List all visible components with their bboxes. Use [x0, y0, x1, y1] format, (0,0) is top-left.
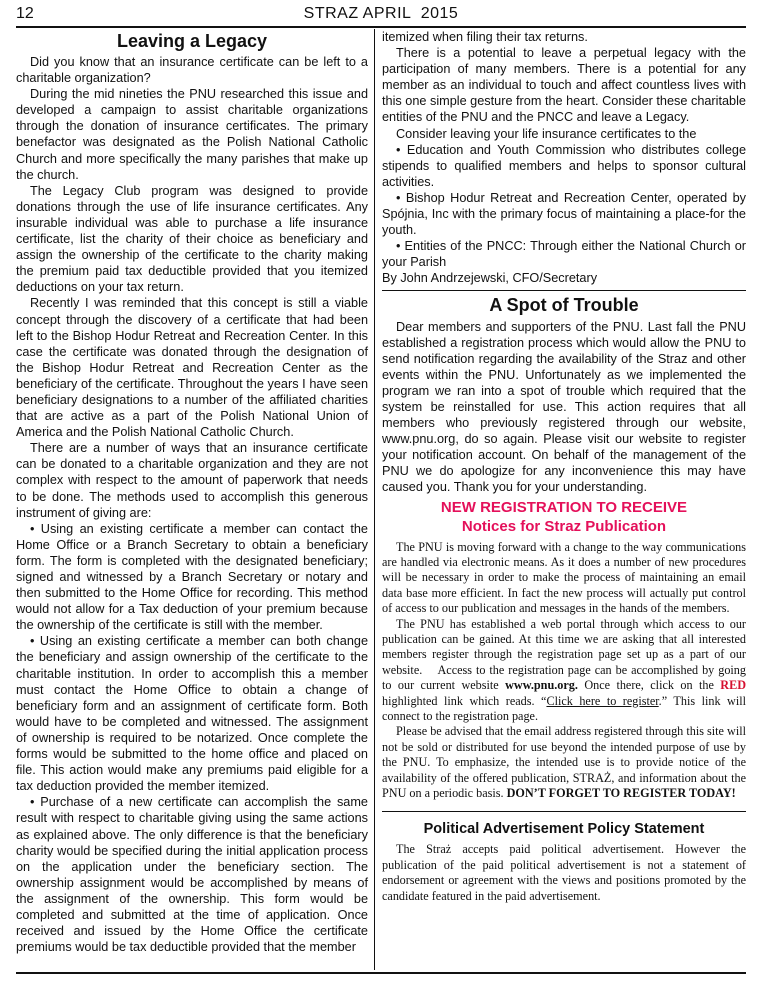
section-divider — [382, 811, 746, 812]
page-number: 12 — [16, 5, 34, 22]
legacy-paragraph: The Legacy Club program was designed to provide donations through the use of life insurance certificates. Any insurable individual was able to purchase a life insurance certificate, list the charity of their choice as beneficiary and assign the ownership of the certificate to the charity making the premium paid tax deductible provided that you itemized deductions on your tax return. — [16, 183, 368, 295]
registration-text: highlighted link which reads. “ — [382, 678, 750, 708]
registration-paragraph — [382, 616, 750, 725]
legacy-bullet: • Purchase of a new certificate can accomplish the same result with respect to charitable giving using the same actions as explained above. The only difference is that the beneficiary charity would be specified during the initial application process on the application under the beneficiary section. The ownership assignment would be accomplished by means of the assignment of the ownership. This form would be completed and submitted at the time of application. Once received and issued by the Home Office the certificate premiums would be tax deductible provided that the member — [16, 795, 368, 955]
legacy-bullet: • Bishop Hodur Retreat and Recreation Center, operated by Spójnia, Inc with the primary focus of maintaining a place-for the youth. — [382, 190, 746, 238]
section-divider — [382, 290, 746, 291]
column-divider — [374, 29, 375, 970]
registration-text: The PNU has established a web portal through which access to our publication can be gained. At this time we are asking that all interested members register through the registration page set up as a part of our website. Access to the registration page can be accomplished by going to our current website — [382, 616, 750, 693]
registration-text: Once there, click on the — [577, 678, 721, 693]
website-link[interactable]: www.pnu.org. — [505, 678, 578, 693]
legacy-byline: By John Andrzejewski, CFO/Secretary — [382, 271, 598, 286]
register-callout: DON’T FORGET TO REGISTER TODAY! — [506, 786, 736, 801]
registration-heading-line2: Notices for Straz Publication — [461, 517, 667, 535]
footer-rule — [16, 972, 746, 974]
newsletter-page — [16, 5, 750, 980]
red-highlight-text: RED — [720, 678, 746, 693]
legacy-continued-paragraph: There is a potential to leave a perpetual legacy with the participation of many members. There is a potential for any member as an individual to touch and affect countless lives with this one simple gesture from the heart. Consider these charitable entities of the PNU and the PNCC and leave a Legacy. — [382, 46, 746, 125]
legacy-paragraph: Did you know that an insurance certificate can be left to a charitable organization? — [16, 55, 368, 86]
left-column — [16, 29, 368, 955]
registration-text: .” This link will connect to the registration page. — [382, 693, 746, 723]
legacy-title: Leaving a Legacy — [116, 31, 268, 51]
registration-heading-line1: NEW REGISTRATION TO RECEIVE — [440, 498, 688, 516]
legacy-bullet: • Using an existing certificate a member can both change the beneficiary and assign ownership of the certificate to the charitable institution. In order to accomplish this a member must contact the Home Office to obtain a change of beneficiary form and an assignment of certificate form. Both would have to be completed and witnessed. The assignment of ownership is required to be notarized. Once complete the forms would be submitted to the home office and placed on file. This action would make any premiums paid eligible for a tax deduction provided the member itemized. — [16, 634, 368, 794]
running-header — [16, 5, 746, 25]
header-rule — [16, 26, 746, 28]
legacy-bullet: • Using an existing certificate a member can contact the Home Office or a Branch Secretary to obtain a beneficiary form. The form is completed with the designated beneficiary; signed and witnessed by a Branch Secretary or notary and then submitted to the Home Office for recording. This method would not allow for a Tax deduction of your premium because the ownership of the certificate is still with the member. — [16, 521, 368, 633]
registration-text: Please be advised that the email address registered through this site will not be sold or distributed for use beyond the intended purpose of use by the PNU. To emphasize, the intended use is to provide notice of the availability of the offered publication, STRAŻ, and information about the PNU on a periodic basis. — [382, 724, 750, 801]
registration-paragraph — [382, 724, 750, 801]
legacy-continued-paragraph: itemized when filing their tax returns. — [382, 30, 588, 44]
trouble-title: A Spot of Trouble — [489, 294, 639, 315]
click-here-to-register-link[interactable]: Click here to register — [546, 693, 659, 708]
legacy-paragraph: Recently I was reminded that this concept is still a viable concept through the discovery of a certificate that had been left to the Bishop Hodur Retreat and Recreation Center. In this case the certificate was donated through the designation of the Bishop Hodur Retreat and Recreation Center as the beneficiary of the certificate. Throughout the years I have seen beneficiary designations to a number of the affiliated charities that are active as a part of the Polish National Union of America and the Polish National Catholic Church. — [16, 296, 368, 440]
legacy-paragraph: During the mid nineties the PNU researched this issue and developed a campaign to assist charitable organizations through the donation of insurance certificates. The primary benefactor was designated as the Polish National Catholic Church and more specifically the many parishes that make up the church. — [16, 87, 368, 182]
legacy-continued-paragraph: Consider leaving your life insurance certificates to the — [396, 126, 697, 141]
legacy-bullet: • Education and Youth Commission who distributes college stipends to qualified members and helps to sponsor cultural activities. — [382, 142, 746, 189]
legacy-paragraph: There are a number of ways that an insurance certificate can be donated to a charitable organization and they are not complex with respect to the amount of paperwork that needs to be done. The methods used to accomplish this generous instrument of giving are: — [16, 441, 368, 520]
trouble-body: Dear members and supporters of the PNU. Last fall the PNU established a registration process which would allow the PNU to send notification regarding the availability of the Straz and other events within the PNU. Unfortunately as we implemented the program we ran into a spot of trouble which required that the system be reinstalled for use. This action requires that all members who previously registered through our website, www.pnu.org, do so again. Please visit our website to register your notification account. On behalf of the management of the PNU we do apologize for any inconvenience this may have caused you. Thank you for your understanding. — [382, 319, 746, 495]
registration-paragraph: The PNU is moving forward with a change to the way communications are handled via electronic means. As it does a number of new procedures will be necessary in order to make the process of maintaining an email data base more efficient. In fact the new process will actually put control of access to our publication and messages in the hands of the members. — [382, 539, 746, 616]
policy-title: Political Advertisement Policy Statement — [423, 821, 705, 838]
right-column — [382, 29, 750, 904]
policy-body: The Straż accepts paid political advertisement. However the publication of the paid political advertisement is not a statement of endorsement or agreement with the views and positions promoted by the candidate featured in the paid advertisement. — [382, 842, 746, 903]
legacy-bullet: • Entities of the PNCC: Through either the National Church or your Parish — [382, 239, 746, 270]
masthead-title: STRAZ APRIL 2015 — [303, 5, 459, 22]
